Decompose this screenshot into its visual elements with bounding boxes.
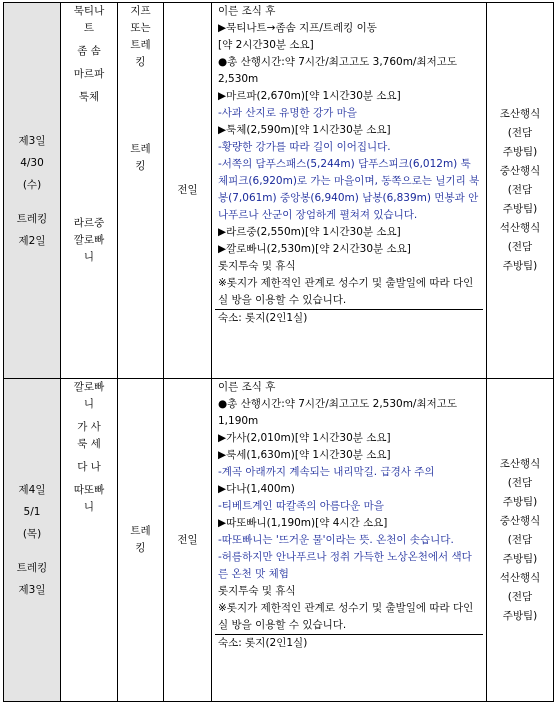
- meal-line: 석산행식: [499, 222, 541, 234]
- day-label-line: 제3일: [18, 584, 46, 596]
- meals-cell: [487, 3, 554, 379]
- place-line: 니: [83, 251, 95, 263]
- schedule-line: ▶다나(1,400m): [218, 483, 295, 495]
- schedule-line: ▶룩세(1,630m)[약 1시간30분 소요]: [218, 449, 391, 461]
- meal-line: 조산행식: [499, 457, 541, 470]
- transport-mode: [118, 523, 163, 557]
- lodging-text: 숙소: 롯지(2인1실): [218, 637, 308, 649]
- day-label-line: [4, 196, 60, 208]
- meal-line: 중산행식: [499, 514, 541, 527]
- place-line: 마르파: [73, 68, 105, 80]
- day-label-line: [4, 545, 60, 557]
- lodging-line: [215, 309, 483, 327]
- transport-mode: [118, 141, 163, 175]
- day-label-line: 5/1: [23, 506, 41, 518]
- day-label-line: 4/30: [20, 156, 44, 169]
- meal-line: 중산행식: [499, 165, 541, 177]
- schedule-line: ▶따또빠니(1,190m)[약 4시간 소요]: [218, 517, 388, 529]
- place-line: 깔로빠: [73, 234, 105, 246]
- place-line: 니: [83, 398, 95, 410]
- place-line: 툭체: [78, 91, 100, 103]
- day-row: [4, 379, 554, 702]
- place-name: [61, 419, 117, 453]
- day-label-line: (수): [22, 178, 42, 191]
- place-line: 가 사: [77, 421, 101, 433]
- place-name: [61, 379, 117, 413]
- time-cell: [164, 3, 212, 379]
- meal-line: 조산행식: [499, 108, 541, 120]
- schedule-cell: [212, 3, 487, 379]
- meal-line: 주방팀): [502, 146, 538, 158]
- schedule-line: 롯지투숙 및 휴식: [218, 260, 296, 272]
- transport-mode: [118, 3, 163, 71]
- meal-line: 주방팀): [502, 260, 538, 272]
- schedule-line: -따또빠니는 '뜨거운 물'이라는 뜻. 온천이 솟습니다.: [218, 534, 454, 546]
- schedule-cell: [212, 379, 487, 702]
- place-name: [61, 459, 117, 476]
- place-line: 라르중: [73, 217, 105, 229]
- schedule-line: ※롯지가 제한적인 관계로 성수기 및 출발일에 따라 다인실 방을 이용할 수 있습니다.: [218, 277, 474, 306]
- schedule-line: ▶가사(2,010m)[약 1시간30분 소요]: [218, 432, 391, 444]
- transport-line: 트레: [130, 39, 151, 51]
- transport-line: 트레: [130, 525, 151, 537]
- day-label-line: 제2일: [18, 234, 46, 247]
- schedule-line: -티베트계인 따칼족의 아름다운 마을: [218, 500, 384, 512]
- itinerary-table: [3, 2, 554, 702]
- lodging-text: 숙소: 롯지(2인1실): [218, 312, 308, 324]
- place-line: 따또빠: [73, 484, 105, 496]
- meal-line: 주방팀): [502, 203, 538, 215]
- schedule-line: -서쪽의 담푸스패스(5,244m) 담푸스피크(6,012m) 툭체피크(6,920m)로 가는 마을이며, 동쪽으로는 닐기리 북봉(7,061m) 중앙봉(6,940m) 남봉(6,839m) 먼봉과 안나푸르나 산군이 장엄하게 펼쳐져 있습니다.: [218, 158, 480, 221]
- meal-line: (전담: [507, 127, 533, 139]
- meal-line: (전담: [507, 533, 533, 546]
- day-label-cell: [4, 379, 61, 702]
- place-line: 묵티나: [73, 5, 105, 17]
- day-row: [4, 3, 554, 379]
- place-line: 다 나: [77, 461, 101, 473]
- day-label-line: (목): [22, 528, 42, 540]
- time-text: 전일: [177, 533, 198, 546]
- schedule-line: ▶깔로빠니(2,530m)[약 2시간30분 소요]: [218, 243, 411, 255]
- places-cell: [61, 3, 118, 379]
- day-label-line: 제4일: [18, 484, 46, 496]
- schedule-line: ▶라르중(2,550m)[약 1시간30분 소요]: [218, 226, 401, 238]
- transport-line: 또는: [130, 22, 151, 34]
- schedule-line: -허름하지만 안나푸르나 정취 가득한 노상온천에서 색다른 온천 맛 체험: [218, 551, 472, 580]
- meal-line: 주방팀): [502, 552, 538, 565]
- transport-line: 트레: [130, 143, 151, 155]
- schedule-line: ※롯지가 제한적인 관계로 성수기 및 출발일에 따라 다인실 방을 이용할 수 있습니다.: [218, 602, 474, 631]
- meals-cell: [487, 379, 554, 702]
- place-name: [61, 482, 117, 516]
- schedule-line: 이른 조식 후: [218, 381, 276, 393]
- schedule-line: -계곡 아래까지 계속되는 내리막길. 급경사 주의: [218, 466, 435, 478]
- schedule-line: ▶묵티나트→좀솜 지프/트레킹 이동: [218, 22, 377, 34]
- place-line: 니: [83, 501, 95, 513]
- schedule-line: ▶툭체(2,590m)[약 1시간30분 소요]: [218, 124, 391, 136]
- time-text: 전일: [177, 184, 198, 196]
- schedule-line: ●총 산행시간:약 7시간/최고고도 2,530m/최저고도 1,190m: [218, 398, 458, 427]
- schedule-line: -황량한 강가를 따라 길이 이어집니다.: [218, 141, 391, 153]
- place-name: [61, 66, 117, 83]
- day-label-line: 제3일: [18, 134, 46, 147]
- transport-line: 지프: [130, 5, 151, 17]
- schedule-line: 이른 조식 후: [218, 5, 276, 17]
- day-label-line: 트레킹: [16, 562, 48, 574]
- lodging-line: [215, 634, 483, 652]
- meal-line: 주방팀): [502, 495, 538, 508]
- place-line: 트: [83, 22, 95, 34]
- schedule-line: ●총 산행시간:약 7시간/최고고도 3,760m/최저고도 2,530m: [218, 56, 458, 85]
- meal-line: 석산행식: [499, 571, 541, 584]
- schedule-line: ▶마르파(2,670m)[약 1시간30분 소요]: [218, 90, 401, 102]
- place-name: [61, 3, 117, 37]
- meal-line: (전담: [507, 590, 533, 603]
- place-name: [61, 43, 117, 60]
- transport-cell: [118, 379, 164, 702]
- transport-line: 킹: [135, 160, 146, 172]
- meal-line: (전담: [507, 184, 533, 196]
- transport-line: 킹: [135, 56, 146, 68]
- meal-line: (전담: [507, 476, 533, 489]
- place-line: 깔로빠: [73, 381, 105, 393]
- place-name: [61, 89, 117, 106]
- places-cell: [61, 379, 118, 702]
- meal-line: 주방팀): [502, 609, 538, 622]
- meal-line: (전담: [507, 241, 533, 253]
- schedule-line: 롯지투숙 및 휴식: [218, 585, 296, 597]
- schedule-line: [약 2시간30분 소요]: [218, 39, 314, 51]
- place-name: [61, 215, 117, 266]
- time-cell: [164, 379, 212, 702]
- day-label-line: 트레킹: [16, 212, 48, 225]
- day-label-cell: [4, 3, 61, 379]
- place-line: 좀 솜: [77, 45, 101, 57]
- place-line: 룩 세: [77, 438, 101, 450]
- schedule-line: -사과 산지로 유명한 강가 마을: [218, 107, 357, 119]
- transport-line: 킹: [135, 542, 146, 554]
- transport-cell: [118, 3, 164, 379]
